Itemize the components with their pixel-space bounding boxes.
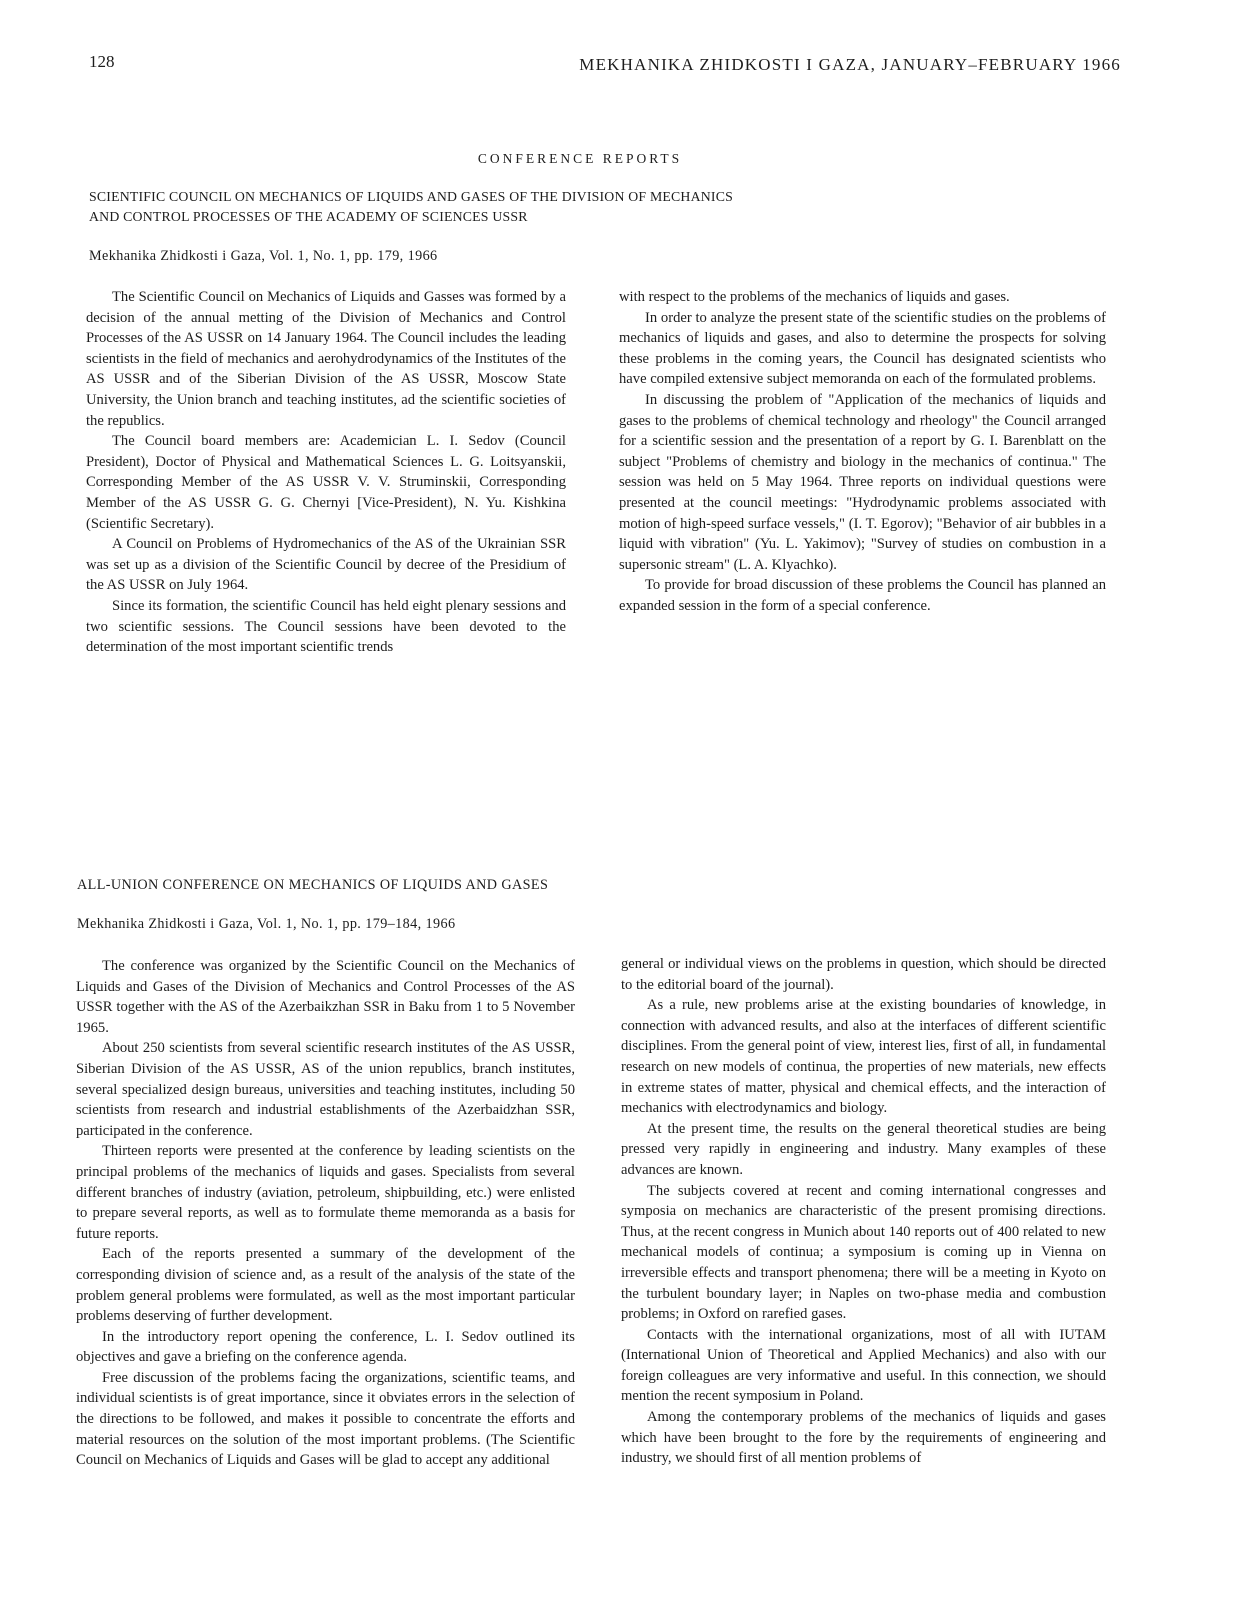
running-header: MEKHANIKA ZHIDKOSTI I GAZA, JANUARY–FEBRUARY 1966 <box>579 55 1121 74</box>
article1-left-column <box>86 287 566 658</box>
paragraph: The conference was organized by the Scientific Council on the Mechanics of Liquids and Gases of the Division of Mechanics and Control Processes of the AS USSR together with the AS of the Azerbaikzhan SSR in Baku from 1 to 5 November 1965. <box>76 958 575 1036</box>
paragraph: Contacts with the international organizations, most of all with IUTAM (International Union of Theoretical and Applied Mechanics) and also with our foreign colleagues are very informative and useful. In this connection, we should mention the recent symposium in Poland. <box>621 1326 1106 1405</box>
article1-title-line2: AND CONTROL PROCESSES OF THE ACADEMY OF SCIENCES USSR <box>89 209 528 224</box>
paragraph: At the present time, the results on the general theoretical studies are being pressed very rapidly in engineering and industry. Many examples of these advances are known. <box>621 1120 1106 1178</box>
article1-right-column <box>619 287 1106 617</box>
paragraph: The Scientific Council on Mechanics of Liquids and Gasses was formed by a decision of the annual metting of the Division of Mechanics and Control Processes of the AS USSR on 14 January 1964. The Council includes the leading scientists in the field of mechanics and aerohydrodynamics of the Institutes of the AS USSR and of the Siberian Division of the AS USSR, Moscow State University, the Union branch and teaching institutes, ad the scientific societies of the republics. <box>86 289 566 429</box>
article2-title: ALL-UNION CONFERENCE ON MECHANICS OF LIQUIDS AND GASES <box>77 877 549 893</box>
paragraph: Free discussion of the problems facing the organizations, scientific teams, and individual scientists is of great importance, since it obviates errors in the selection of the directions to be followed, and makes it possible to concentrate the efforts and material resources on the solution of the most important problems. (The Scientific Council on Mechanics of Liquids and Gases will be glad to accept any additional <box>76 1369 575 1469</box>
paragraph: with respect to the problems of the mechanics of liquids and gases. <box>619 289 1010 305</box>
paragraph: general or individual views on the problems in question, which should be directed to the editorial board of the journal). <box>621 956 1106 993</box>
paragraph: Among the contemporary problems of the mechanics of liquids and gases which have been brought to the fore by the requirements of engineering and industry, we should first of all mention problems of <box>621 1409 1106 1467</box>
paragraph: Thirteen reports were presented at the conference by leading scientists on the principal problems of the mechanics of liquids and gases. Specialists from several different branches of industry (aviation, petroleum, shipbuilding, etc.) were enlisted to prepare several reports, as well as to formulate theme memoranda as a basis for future reports. <box>76 1143 575 1242</box>
paragraph: Each of the reports presented a summary of the development of the corresponding division of science and, as a result of the analysis of the state of the problem general problems were formulated, as well as the most important particular problems deserving of further development. <box>76 1246 575 1325</box>
paragraph: The subjects covered at recent and coming international congresses and symposia on mechanics are characteristic of the present promising directions. Thus, at the recent congress in Munich about 140 reports out of 400 related to new mechanical models of continua; a symposium is coming up in Vienna on irreversible effects and transport phenomena; there will be a meeting in Kyoto on the turbulent boundary layer; in Naples on two-phase media and combustion problems; in Oxford on rarefied gases. <box>621 1182 1106 1323</box>
section-heading: CONFERENCE REPORTS <box>477 151 683 166</box>
paragraph: Since its formation, the scientific Council has held eight plenary sessions and two scientific sessions. The Council sessions have been devoted to the determination of the most important scientific trends <box>86 597 566 656</box>
article1-title <box>89 187 849 227</box>
paragraph: The Council board members are: Academician L. I. Sedov (Council President), Doctor of Physical and Mathematical Sciences L. G. Loitsyanskii, Corresponding Member of the AS USSR V. V. Struminskii, Corresponding Member of the AS USSR G. G. Chernyi [Vice-President), N. Yu. Kishkina (Scientific Secretary). <box>86 433 566 532</box>
paragraph: To provide for broad discussion of these problems the Council has planned an expanded session in the form of a special conference. <box>619 577 1106 614</box>
article2-citation: Mekhanika Zhidkosti i Gaza, Vol. 1, No. 1, pp. 179–184, 1966 <box>77 916 456 932</box>
paragraph: As a rule, new problems arise at the existing boundaries of knowledge, in connection with advanced results, and also at the interfaces of different scientific disciplines. From the general point of view, interest lies, first of all, in fundamental research on new models of continua, the properties of new materials, new effects in extreme states of matter, physical and chemical effects, and the interaction of mechanics with electrodynamics and biology. <box>621 997 1106 1117</box>
paragraph: In order to analyze the present state of the scientific studies on the problems of mechanics of liquids and gases, and also to determine the prospects for solving these problems in the coming years, the Council has designated scientists who have compiled extensive subject memoranda on each of the formulated problems. <box>619 309 1106 388</box>
paragraph: In discussing the problem of "Application of the mechanics of liquids and gases to the problems of chemical technology and rheology" the Council arranged for a scientific session and the presentation of a report by G. I. Barenblatt on the subject "Problems of chemistry and biology in the mechanics of continua." The session was held on 5 May 1964. Three reports on individual questions were presented at the council meetings: "Hydrodynamic problems associated with motion of high-speed surface vessels," (I. T. Egorov); "Behavior of air bubbles in a liquid with vibration" (Yu. L. Yakimov); "Survey of studies on combustion in a supersonic stream" (L. A. Klyachko). <box>619 391 1106 573</box>
paragraph: A Council on Problems of Hydromechanics of the AS of the Ukrainian SSR was set up as a division of the Scientific Council by decree of the Presidium of the AS USSR on July 1964. <box>86 536 566 594</box>
article1-title-line1: SCIENTIFIC COUNCIL ON MECHANICS OF LIQUIDS AND GASES OF THE DIVISION OF MECHANICS <box>89 189 733 204</box>
paragraph: About 250 scientists from several scientific research institutes of the AS USSR, Siberian Division of the AS USSR, AS of the union republics, branch institutes, several specialized design bureaus, universities and teaching institutes, including 50 scientists from research and industrial establishments of the Azerbaidzhan SSR, participated in the conference. <box>76 1040 575 1139</box>
article1-citation: Mekhanika Zhidkosti i Gaza, Vol. 1, No. 1, pp. 179, 1966 <box>89 248 438 264</box>
page-number: 128 <box>89 52 115 71</box>
article2-right-column <box>621 954 1106 1469</box>
paragraph: In the introductory report opening the conference, L. I. Sedov outlined its objectives and gave a briefing on the conference agenda. <box>76 1328 575 1366</box>
article2-left-column <box>76 956 575 1471</box>
